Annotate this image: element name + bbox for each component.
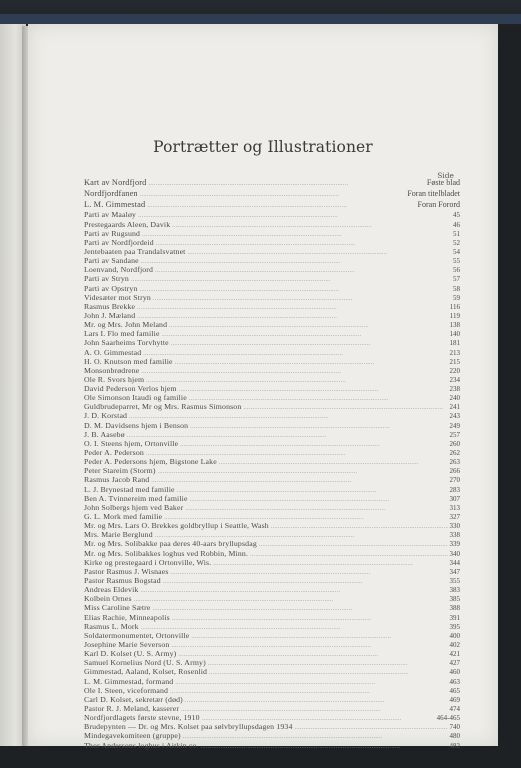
entry-page: 138: [449, 321, 460, 330]
entry-page: 427: [449, 659, 460, 668]
entry-page: 240: [449, 394, 460, 403]
dot-leader: [250, 551, 447, 560]
entry-title: Kirke og prestegaard i Ortonville, Wis.: [84, 557, 212, 567]
entry-title: J. B. Aasebø: [84, 429, 125, 439]
entry-page: 395: [449, 622, 460, 631]
dot-leader: [134, 596, 448, 605]
entry-title: Mr. og Mrs. Solibakke paa deres 40-aars bryllupsdag: [84, 539, 257, 549]
entry-title: L. M. Gimmestad: [84, 199, 146, 209]
entry-page: 52: [453, 238, 460, 247]
toc-entry: [84, 594, 460, 603]
toc-entry: [84, 640, 460, 649]
entry-page: 241: [449, 403, 460, 412]
entry-title: Brudepynten — Dr. og Mrs. Kolset paa sølvbryllupsdagen 1934: [84, 722, 293, 732]
entry-title: Jentebaaten paa Trandalsvatnet: [84, 246, 186, 256]
entry-title: John Solbergs hjem ved Baker: [84, 502, 184, 512]
toc-entry: [84, 384, 460, 393]
toc-entry: [84, 357, 460, 366]
toc-entry: [84, 256, 460, 265]
entry-title: Samuel Kornelius Nord (U. S. Army): [84, 658, 206, 668]
toc-entry: [84, 530, 460, 539]
entry-title: Pastor Rasmus J. Wisnaes: [84, 566, 169, 576]
entry-page: 263: [449, 458, 460, 467]
book-page: [28, 24, 498, 750]
entry-page: 59: [453, 293, 460, 302]
entry-page: 307: [449, 494, 460, 503]
dot-leader: [137, 304, 448, 313]
toc-entry: [84, 485, 460, 494]
entry-title: John J. Mæland: [84, 310, 136, 320]
entry-title: Karl D. Kolset (U. S. Army): [84, 649, 177, 659]
dot-leader: [191, 633, 447, 642]
toc-entry: [84, 704, 460, 713]
entry-title: J. D. Korstad: [84, 411, 128, 421]
entry-title: Mrs. Marie Berglund: [84, 530, 153, 540]
toc-entry: [84, 329, 460, 338]
dot-leader: [147, 201, 415, 212]
toc-entry: [84, 585, 460, 594]
entry-title: Nordfjordfanen: [84, 188, 138, 198]
toc-entry: [84, 677, 460, 686]
entry-page: 402: [449, 641, 460, 649]
dot-leader: [151, 477, 447, 486]
entry-page: 391: [449, 613, 460, 622]
entry-title: Mr. og Mrs. Lars O. Brekkes goldbryllup i Seattle, Wash: [84, 521, 269, 531]
entry-page: 54: [453, 247, 460, 256]
entry-title: Gimmestad, Aaland, Kolset, Rosenlid: [84, 667, 208, 677]
dot-leader: [153, 295, 451, 304]
dot-leader: [201, 743, 448, 752]
entry-title: Pastor R. J. Meland, kasserer: [84, 703, 180, 713]
entry-title: O. I. Steens hjem, Ortonville: [84, 438, 179, 448]
entry-page: 338: [449, 531, 460, 540]
dot-leader: [171, 569, 448, 578]
dot-leader: [153, 605, 448, 614]
toc-entry: [84, 178, 460, 189]
entry-page: 330: [449, 522, 460, 531]
toc-entry: [84, 439, 460, 448]
toc-entry: [84, 457, 460, 466]
dot-leader: [179, 386, 448, 395]
dot-leader: [183, 733, 448, 742]
toc-entry: [84, 741, 460, 750]
dot-leader: [178, 651, 447, 660]
entry-page: Foran titelbladet: [407, 188, 460, 198]
dot-leader: [259, 541, 448, 550]
toc-entry: [84, 430, 460, 439]
entry-page: 327: [449, 513, 460, 522]
entry-title: Peder A. Pedersons hjem, Bigstone Lake: [84, 457, 217, 467]
toc-entry: [84, 731, 460, 740]
entry-title: Rasmus L. Mork: [84, 621, 139, 631]
entry-page: 234: [449, 375, 460, 384]
toc-entry: [84, 649, 460, 658]
entry-page: 220: [449, 366, 460, 375]
toc-entry: [84, 567, 460, 576]
dot-leader: [141, 258, 451, 267]
entry-title: Guldbrudeparret, Mr og Mrs. Rasmus Simonson: [84, 402, 242, 412]
entry-page: 340: [449, 549, 460, 558]
toc-entry: [84, 539, 460, 548]
entry-page: 347: [449, 567, 460, 576]
entry-title: H. O. Knutson med familie: [84, 356, 173, 366]
entry-title: Rasmus Jacob Rand: [84, 475, 150, 485]
toc-entry: [84, 695, 460, 704]
entry-page: 51: [453, 229, 460, 238]
entry-page: 740: [449, 723, 460, 732]
dot-leader: [190, 423, 447, 432]
toc-entry: [84, 338, 460, 347]
dot-leader: [141, 368, 447, 377]
entry-title: Parti av Maaløy: [84, 210, 137, 220]
dot-leader: [148, 179, 424, 190]
entry-page: 56: [453, 266, 460, 275]
dot-leader: [213, 560, 447, 569]
dot-leader: [219, 459, 448, 468]
entry-page: Foran Forord: [417, 199, 460, 209]
entry-page: 313: [449, 503, 460, 512]
toc-entry: [84, 494, 460, 503]
entry-page: 181: [449, 339, 460, 348]
entry-page: 257: [449, 430, 460, 439]
entry-title: Parti av Stryn: [84, 274, 129, 284]
dot-leader: [172, 615, 448, 624]
entry-title: Ole R. Svors hjem: [84, 374, 145, 384]
entry-page: 46: [453, 220, 460, 229]
entry-page: 344: [449, 558, 460, 567]
entry-title: Miss Caroline Sætre: [84, 603, 151, 613]
entry-page: 465: [449, 686, 460, 695]
entry-title: Monsonbrødrene: [84, 365, 140, 375]
page-heading: Portrætter og Illustrationer: [153, 138, 373, 156]
entry-title: Peder A. Pederson: [84, 448, 144, 458]
side-column-label: Side: [437, 171, 454, 180]
entry-title: Carl D. Kolset, sekretær (død): [84, 694, 183, 704]
dot-leader: [171, 340, 448, 349]
dot-leader: [137, 313, 447, 322]
entry-page: 480: [449, 732, 460, 741]
toc-entry: [84, 521, 460, 530]
toc-entry: [84, 220, 460, 229]
dot-leader: [175, 359, 448, 368]
entry-title: Nordfjordlagets første stevne, 1910: [84, 713, 200, 723]
toc-entry: [84, 686, 460, 695]
entry-title: Parti av Rugsund: [84, 228, 141, 238]
dot-leader: [295, 724, 448, 733]
toc-entry: [84, 512, 460, 521]
toc-entry: [84, 722, 460, 731]
dot-leader: [243, 404, 447, 413]
dot-leader: [142, 231, 451, 240]
entry-title: Loenvand, Nordfjord: [84, 265, 154, 275]
entry-page: 400: [449, 631, 460, 640]
entry-page: 474: [449, 704, 460, 713]
toc-entry: [84, 320, 460, 329]
dot-leader: [190, 496, 448, 505]
entry-page: 45: [453, 211, 460, 220]
toc-entry: [84, 393, 460, 402]
entry-title: L. J. Brynestad med familie: [84, 484, 175, 494]
dot-leader: [171, 642, 447, 651]
toc-entry: [84, 274, 460, 283]
dot-leader: [177, 487, 448, 496]
toc-entry: [84, 375, 460, 384]
entry-title: Parti av Sandane: [84, 256, 139, 266]
entry-title: Thor Andersons loghus i Aitkin co.: [84, 740, 199, 750]
entry-title: Elias Rachie, Minneapolis: [84, 612, 170, 622]
toc-entry: [84, 475, 460, 484]
entry-title: Prestegaards Aleen, Davik: [84, 219, 171, 229]
entry-page: 116: [449, 302, 460, 311]
entry-title: Parti av Nordfjordeid: [84, 237, 154, 247]
entry-title: Peter Stareim (Storm): [84, 466, 156, 476]
toc-entry: [84, 238, 460, 247]
entry-title: Mr. og Mrs. Solibakkes loghus ved Robbin, Minn.: [84, 548, 249, 558]
entry-page: 355: [449, 577, 460, 586]
entry-title: Kart av Nordfjord: [84, 178, 147, 187]
entry-title: D. M. Davidsens hjem i Benson: [84, 420, 189, 430]
toc-entry: [84, 713, 460, 722]
entry-page: 463: [449, 677, 460, 686]
entry-page: 249: [449, 421, 460, 430]
entry-title: David Pederson Verlos hjem: [84, 384, 177, 394]
entry-page: 460: [449, 668, 460, 677]
toc-entry: [84, 189, 460, 200]
dot-leader: [185, 697, 448, 706]
entry-page: 385: [449, 595, 460, 604]
entry-page: 215: [449, 357, 460, 366]
entry-page: 262: [449, 449, 460, 458]
entry-page: 388: [449, 604, 460, 613]
dot-leader: [138, 212, 451, 221]
toc-entry: [84, 402, 460, 411]
entry-title: G. L. Mork med familie: [84, 512, 163, 522]
toc-entry: [84, 210, 460, 219]
toc-entry: [84, 603, 460, 612]
dot-leader: [158, 468, 448, 477]
entry-title: Ole Simonson Itaudi og familie: [84, 393, 187, 403]
toc-entry: [84, 466, 460, 475]
toc-entry: [84, 366, 460, 375]
toc-entry: [84, 293, 460, 302]
toc-entry: [84, 576, 460, 585]
entry-page: Føste blad: [426, 178, 460, 187]
illustrations-list: [84, 178, 460, 750]
entry-title: Josephine Marie Severson: [84, 640, 170, 649]
toc-entry: [84, 658, 460, 667]
dot-leader: [140, 587, 447, 596]
entry-page: 55: [453, 257, 460, 266]
entry-title: Ole I. Steen, viceformand: [84, 685, 169, 695]
entry-page: 213: [449, 348, 460, 357]
toc-entry: [84, 667, 460, 676]
toc-entry: [84, 558, 460, 567]
toc-entry: [84, 311, 460, 320]
dot-leader: [155, 267, 451, 276]
toc-entry: [84, 229, 460, 238]
entry-page: 140: [449, 330, 460, 339]
toc-entry: [84, 631, 460, 640]
dot-leader: [170, 688, 447, 697]
dot-leader: [143, 350, 447, 359]
entry-title: Andreas Eldevik: [84, 585, 139, 595]
dot-leader: [169, 322, 447, 331]
dot-leader: [271, 523, 448, 532]
dot-leader: [185, 505, 447, 514]
entry-title: L. M. Gimmestad, formand: [84, 676, 174, 686]
entry-title: A. O. Gimmestad: [84, 347, 142, 357]
dot-leader: [172, 222, 451, 231]
entry-title: Lars I. Flo med familie: [84, 329, 160, 339]
dot-leader: [146, 377, 447, 386]
dot-leader: [140, 286, 451, 295]
dot-leader: [131, 276, 451, 285]
entry-page: 383: [449, 586, 460, 595]
dot-leader: [175, 679, 447, 688]
entry-page: 57: [453, 275, 460, 284]
dot-leader: [140, 190, 406, 201]
entry-page: 469: [449, 695, 460, 704]
entry-title: Soldatermonumentet, Ortonville: [84, 630, 190, 640]
toc-entry: [84, 503, 460, 512]
entry-page: 270: [449, 476, 460, 485]
entry-page: 119: [449, 311, 460, 320]
dot-leader: [156, 240, 451, 249]
entry-page: 260: [449, 439, 460, 448]
entry-title: Ben A. Tvinnereim med familie: [84, 493, 188, 503]
entry-page: 421: [449, 650, 460, 659]
toc-entry: [84, 549, 460, 558]
entry-page: 464-465: [436, 714, 460, 723]
dot-leader: [188, 249, 452, 258]
toc-entry: [84, 622, 460, 631]
cover-edge: [0, 14, 521, 24]
toc-entry: [84, 284, 460, 293]
entry-title: Parti av Opstryn: [84, 283, 138, 293]
entry-page: 243: [449, 412, 460, 421]
entry-title: Videsæter mot Stryn: [84, 292, 151, 302]
toc-entry: [84, 265, 460, 274]
entry-page: 58: [453, 284, 460, 293]
entry-page: 238: [449, 385, 460, 394]
toc-entry: [84, 613, 460, 622]
dot-leader: [209, 669, 447, 678]
toc-entry: [84, 448, 460, 457]
toc-entry: [84, 348, 460, 357]
entry-title: Mr. og Mrs. John Meland: [84, 320, 168, 330]
entry-title: Kolbein Ornes: [84, 594, 132, 604]
entry-title: Rasmus Brekke: [84, 301, 136, 311]
dot-leader: [208, 660, 448, 669]
toc-entry: [84, 247, 460, 256]
entry-page: 266: [449, 467, 460, 476]
entry-page: 283: [449, 485, 460, 494]
entry-page: 339: [449, 540, 460, 549]
entry-title: John Saarheims Torvhytte: [84, 338, 169, 348]
entry-page: 482: [449, 741, 460, 750]
dot-leader: [181, 706, 447, 715]
toc-entry: [84, 421, 460, 430]
entry-title: Pastor Rasmus Bogstad: [84, 576, 161, 586]
dot-leader: [162, 331, 448, 340]
dot-leader: [180, 441, 447, 450]
entry-title: Mindegavekomiteen (gruppe): [84, 731, 181, 741]
toc-entry: [84, 200, 460, 211]
dot-leader: [163, 578, 448, 587]
toc-entry: [84, 302, 460, 311]
toc-entry: [84, 411, 460, 420]
